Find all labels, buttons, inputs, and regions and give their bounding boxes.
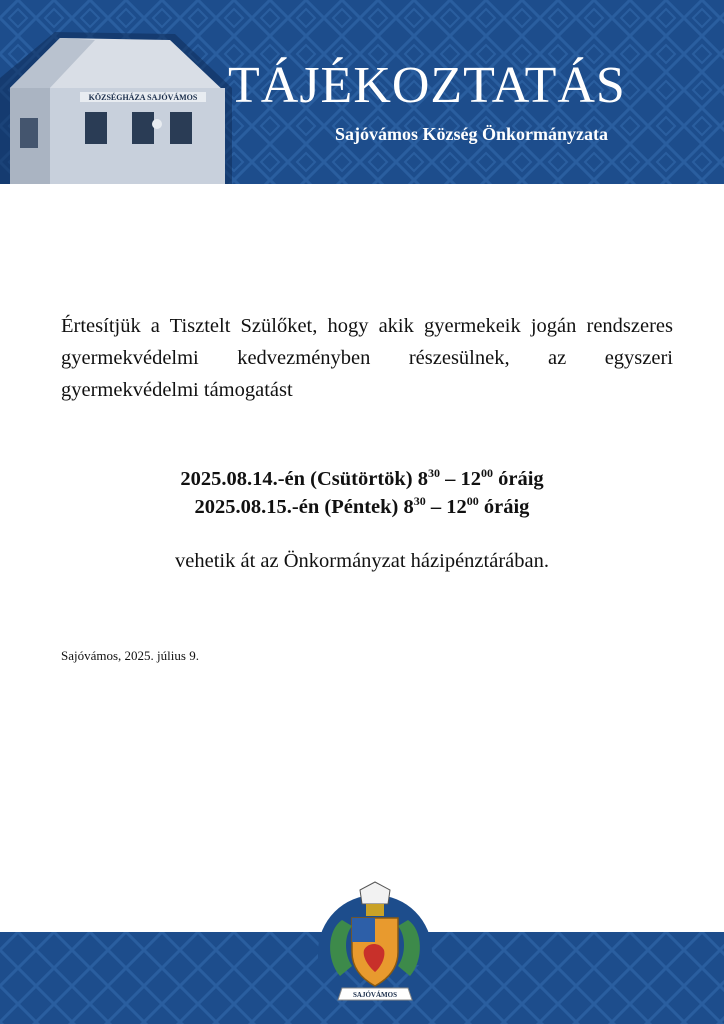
dates-block — [0, 465, 724, 521]
coat-of-arms-icon — [322, 880, 428, 1012]
date-line: 2025.08.14.-én (Csütörtök) $8^{30} - 12^{00}$ óráig — [180, 466, 544, 490]
page-title: TÁJÉKOZTATÁS — [228, 57, 626, 114]
place-date: Sajóvámos, 2025. július 9. — [61, 648, 199, 663]
building-sign-text: KÖZSÉGHÁZA SAJÓVÁMOS — [88, 93, 198, 102]
crest-label: SAJÓVÁMOS — [353, 991, 397, 999]
header-banner — [0, 0, 724, 184]
town-hall-illustration — [0, 28, 240, 184]
notice-body: Értesítjük a Tisztelt Szülőket, hogy akik gyermekeik jogán rendszeres gyermekvédelmi kedvezményben részesülnek, az egyszeri gyermekvédelmi támogatást — [61, 315, 673, 401]
date-line: 2025.08.15.-én (Péntek) $8^{30} - 12^{00}$ óráig — [194, 494, 530, 518]
notice-closing: vehetik át az Önkormányzat házipénztárában. — [175, 550, 549, 572]
page-subtitle: Sajóvámos Község Önkormányzata — [335, 124, 608, 144]
